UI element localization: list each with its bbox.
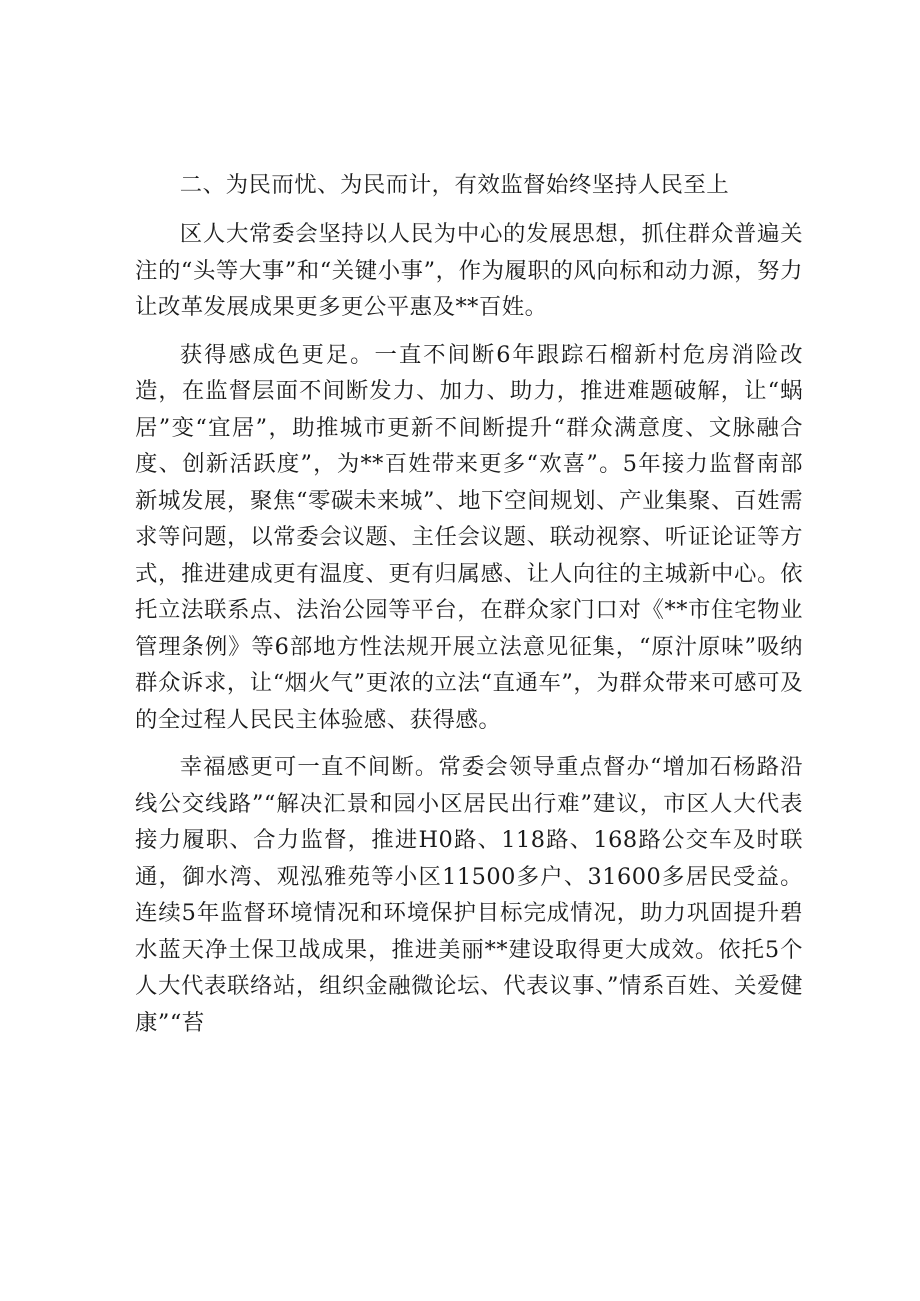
- document-body: [135, 164, 803, 1052]
- paragraph-sense-of-happiness: 幸福感更可一直不间断。常委会领导重点督办“增加石杨路沿线公交线路”“解决汇景和园小区居民出行难”建议，市区人大代表接力履职、合力监督，推进H0路、118路、168路公交车及时联通，御水湾、观泓雅苑等小区11500多户、31600多居民受益。连续5年监督环境情况和环境保护目标完成情况，助力巩固提升碧水蓝天净土保卫战成果，推进美丽**建设取得更大成效。依托5个人大代表联络站，组织金融微论坛、代表议事、”情系百姓、关爱健康”“苔: [135, 754, 803, 1036]
- section-heading: 二、为民而忧、为民而计，有效监督始终坚持人民至上: [179, 172, 730, 198]
- paragraph-sense-of-gain: 获得感成色更足。一直不间断6年跟踪石榴新村危房消险改造，在监督层面不间断发力、加力、助力，推进难题破解，让“蜗居”变“宜居”，助推城市更新不间断提升“群众满意度、文脉融合度、创新活跃度”，为**百姓带来更多“欢喜”。5年接力监督南部新城发展，聚焦“零碳未来城”、地下空间规划、产业集聚、百姓需求等问题，以常委会议题、主任会议题、联动视察、听证论证等方式，推进建成更有温度、更有归属感、让人向往的主城新中心。依托立法联系点、法治公园等平台，在群众家门口对《**市住宅物业管理条例》等6部地方性法规开展立法意见征集，“原汁原味”吸纳群众诉求，让“烟火气”更浓的立法“直通车”，为群众带来可感可及的全过程人民民主体验感、获得感。: [135, 341, 803, 733]
- paragraph-intro: 区人大常委会坚持以人民为中心的发展思想，抓住群众普遍关注的“头等大事”和“关键小事”，作为履职的风向标和动力源，努力让改革发展成果更多更公平惠及**百姓。: [135, 221, 803, 320]
